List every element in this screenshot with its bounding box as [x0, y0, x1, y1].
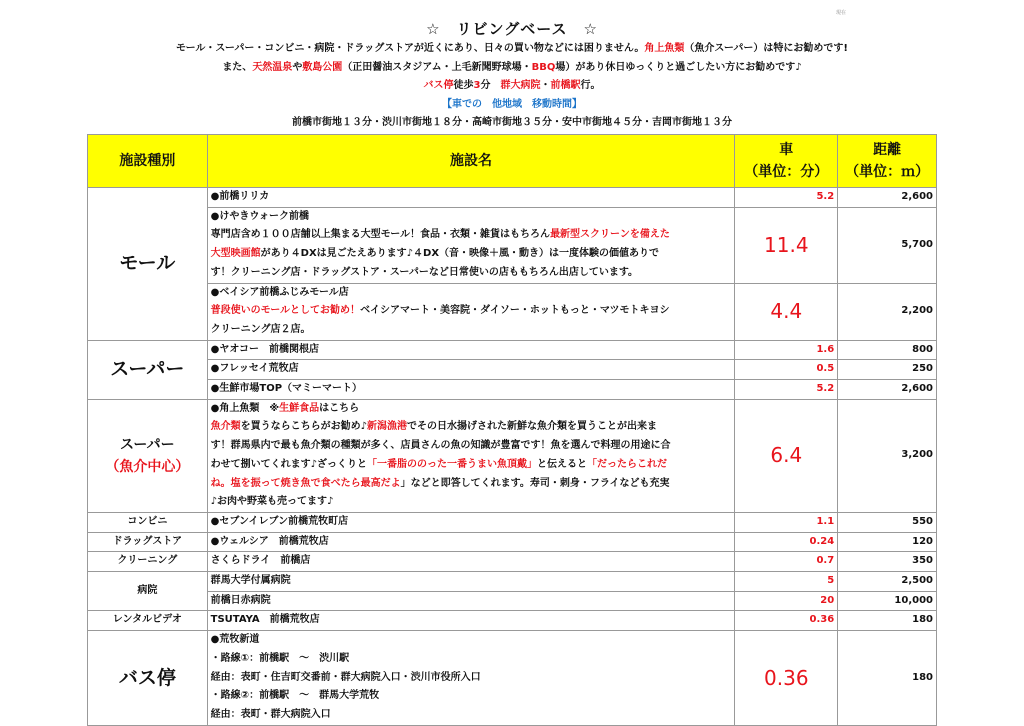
facility-name: TSUTAYA 前橋荒牧店	[207, 611, 735, 631]
t: ♪お肉や野菜も売ってます♪	[210, 496, 334, 508]
facility-name: 前橋日赤病院	[207, 591, 735, 611]
t	[211, 226, 732, 245]
car-time: 4.4	[735, 283, 838, 340]
category-cell: クリーニング	[88, 552, 208, 572]
t: ●けやきウォーク前橋	[210, 210, 309, 222]
table-row	[88, 340, 937, 360]
date-stamp: 現在	[836, 10, 847, 16]
t: 」などと即答してくれます。寿司・刺身・フライなども充実	[400, 477, 670, 489]
t	[211, 302, 732, 321]
car-time: 0.36	[735, 631, 838, 726]
distance: 180	[838, 611, 937, 631]
distance: 800	[838, 340, 937, 360]
t: と伝えると	[536, 458, 587, 470]
t: バス停	[423, 80, 454, 91]
car-time: 5	[735, 572, 838, 592]
t: ●角上魚類 ※	[210, 402, 280, 414]
t: す！クリーニング店・ドラッグストア・スーパーなど日常使いの店ももちろん出店しています。	[210, 266, 639, 278]
t: （正田醤油スタジアム・上毛新聞野球場・	[342, 61, 532, 73]
t: （単位：分）	[744, 164, 829, 180]
category-cell: スーパー	[88, 340, 208, 399]
t: 普段使いのモールとしてお勧め！	[210, 305, 361, 317]
header-name: 施設名	[207, 135, 735, 188]
t	[211, 418, 732, 437]
t: 徒歩	[453, 80, 474, 91]
category-cell: レンタルビデオ	[88, 611, 208, 631]
t: （単位：ｍ）	[845, 164, 930, 180]
t	[211, 456, 732, 475]
facility-name: ●フレッセイ荒牧店	[207, 360, 735, 380]
distance: 250	[838, 360, 937, 380]
t: （魚介中心）	[105, 458, 190, 475]
car-time: 0.36	[735, 611, 838, 631]
t: クリーニング店２店。	[210, 323, 311, 335]
t: 分	[480, 80, 501, 91]
table-row	[88, 552, 937, 572]
t: 「だったらこれだ	[586, 458, 667, 470]
category-cell: バス停	[88, 631, 208, 726]
t: 経由：表町・群大病院入口	[210, 708, 331, 720]
distance: 550	[838, 512, 937, 532]
facility-name: さくらドライ 前橋店	[207, 552, 735, 572]
t: 経由：表町・住吉町交番前・群大病院入口・渋川市役所入口	[210, 671, 481, 683]
t: わせて捌いてくれます♪ざっくりと	[210, 458, 368, 470]
t: ・	[540, 80, 551, 91]
t: 敷島公園	[302, 61, 343, 73]
table-row	[88, 207, 937, 283]
table-row	[88, 360, 937, 380]
table-row	[88, 611, 937, 631]
intro-line-5: 前橋市街地１３分・渋川市街地１８分・高崎市街地３５分・安中市街地４５分・吉岡市街地１３分	[292, 117, 732, 128]
t: 天然温泉	[252, 61, 293, 73]
header-car	[735, 135, 838, 188]
table-row	[88, 512, 937, 532]
car-time: 0.5	[735, 360, 838, 380]
t: 群大病院	[500, 80, 541, 91]
category-cell: モール	[88, 188, 208, 341]
car-time: 6.4	[735, 399, 838, 512]
table-row	[88, 188, 937, 208]
distance: 2,500	[838, 572, 937, 592]
facility-name: ●ウェルシア 前橋荒牧店	[207, 532, 735, 552]
t: でその日水揚げされた新鮮な魚介類を買うことが出来ま	[407, 421, 658, 433]
distance: 2,600	[838, 380, 937, 400]
table-row	[88, 380, 937, 400]
t: を買うならこちらがお勧め♪	[240, 421, 368, 433]
distance: 180	[838, 631, 937, 726]
t: や	[292, 61, 303, 73]
distance: 120	[838, 532, 937, 552]
car-time: 1.1	[735, 512, 838, 532]
distance: 2,600	[838, 188, 937, 208]
intro-line-1	[0, 40, 1024, 59]
t: 専門店含め１００店舗以上集まる大型モール！食品・衣類・雑貨はもちろん	[210, 229, 551, 241]
car-time: 0.24	[735, 532, 838, 552]
t: 生鮮食品	[279, 402, 320, 414]
distance: 350	[838, 552, 937, 572]
facility-name: ●生鮮市場TOP（マミーマート）	[207, 380, 735, 400]
t: ね。塩を振って焼き魚で食べたら最高だよ	[210, 477, 401, 489]
t: 最新型スクリーンを備えた	[550, 229, 670, 241]
table-row	[88, 631, 937, 726]
header-dist	[838, 135, 937, 188]
table-row	[88, 283, 937, 340]
intro-line-3	[0, 77, 1024, 96]
facility-name	[207, 631, 735, 726]
header	[0, 18, 1024, 133]
t: ・路線②：前橋駅 ～ 群馬大学荒牧	[210, 690, 380, 702]
t	[211, 475, 732, 494]
t: 距離	[873, 142, 902, 158]
t: 魚介類	[210, 421, 241, 433]
table-row	[88, 591, 937, 611]
t: 新潟漁港	[367, 421, 408, 433]
facility-name: 群馬大学付属病院	[207, 572, 735, 592]
t: モール・スーパー・コンビニ・病院・ドラッグストアが近くにあり、日々の買い物などには困りません。	[176, 43, 645, 54]
t	[211, 245, 732, 264]
t: ●荒牧新道	[210, 634, 260, 646]
t: 前橋駅	[550, 80, 581, 91]
facility-name	[207, 207, 735, 283]
facility-name: ●ヤオコー 前橋関根店	[207, 340, 735, 360]
t	[211, 400, 732, 419]
facility-name	[207, 283, 735, 340]
car-time: 11.4	[735, 207, 838, 283]
car-time: 0.7	[735, 552, 838, 572]
table-row	[88, 399, 937, 512]
t: スーパー	[120, 436, 175, 453]
t: 場）があり休日ゆっくりと過ごしたい方にお勧めです♪	[555, 61, 802, 73]
t: す！群馬県内で最も魚介類の種類が多く、店員さんの魚の知識が豊富です！魚を選んで料理の用途に合	[210, 440, 671, 452]
t: （魚介スーパー）は特にお勧めです!	[684, 43, 848, 54]
intro-line-2	[0, 59, 1024, 78]
car-time: 20	[735, 591, 838, 611]
category-cell: コンビニ	[88, 512, 208, 532]
car-time: 5.2	[735, 188, 838, 208]
distance: 5,700	[838, 207, 937, 283]
page-title: ☆ リビングベース ☆	[426, 20, 598, 38]
t: 角上魚類	[644, 43, 685, 54]
distance: 3,200	[838, 399, 937, 512]
header-type: 施設種別	[88, 135, 208, 188]
t: BBQ	[531, 61, 556, 73]
category-cell: ドラッグストア	[88, 532, 208, 552]
table-row	[88, 532, 937, 552]
t: ・路線①：前橋駅 ～ 渋川駅	[210, 652, 350, 664]
intro-line-4: 【車での 他地域 移動時間】	[442, 98, 582, 110]
t: ベイシアマート・美容院・ダイソー・ホットもっと・マツモトキヨシ	[360, 305, 670, 317]
t: 3	[473, 80, 481, 91]
category-cell: 病院	[88, 572, 208, 611]
distance: 2,200	[838, 283, 937, 340]
facility-name: ●セブンイレブン前橋荒牧町店	[207, 512, 735, 532]
t: また、	[222, 61, 253, 73]
table-header	[88, 135, 937, 188]
facility-name	[207, 399, 735, 512]
distance: 10,000	[838, 591, 937, 611]
category-cell	[88, 399, 208, 512]
facility-name: ●前橋リリカ	[207, 188, 735, 208]
t: ●ベイシア前橋ふじみモール店	[210, 286, 349, 298]
t: 行。	[580, 80, 601, 91]
table-row	[88, 572, 937, 592]
car-time: 5.2	[735, 380, 838, 400]
car-time: 1.6	[735, 340, 838, 360]
t: はこちら	[319, 402, 360, 414]
facility-table	[87, 134, 937, 726]
t: 大型映画館	[210, 248, 261, 260]
t: 車	[779, 142, 794, 158]
t: があり４DXは見ごたえあります♪４DX（音・映像＋風・動き）は一度体験の価値ありで	[260, 248, 660, 260]
t: 「一番脂ののった一番うまい魚頂戴」	[367, 458, 537, 470]
